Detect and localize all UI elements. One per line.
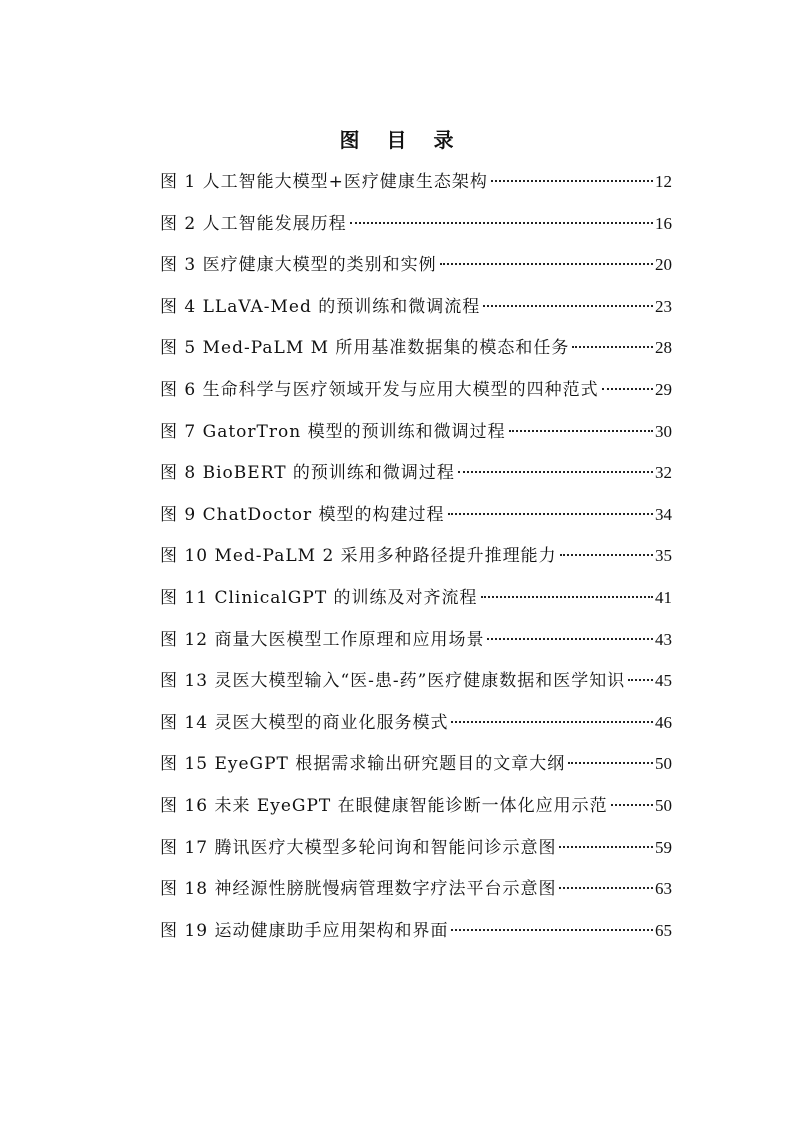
toc-entry-label[interactable]: 图 3 医疗健康大模型的类别和实例 (160, 255, 437, 276)
toc-entry-label[interactable]: 图 5 Med-PaLM M 所用基准数据集的模态和任务 (160, 338, 570, 359)
toc-entry[interactable] (160, 873, 672, 915)
toc-entry-page[interactable]: 16 (655, 213, 672, 233)
toc-entry-label[interactable]: 图 15 EyeGPT 根据需求输出研究题目的文章大纲 (160, 754, 566, 775)
figure-toc-list (160, 166, 672, 956)
toc-entry-label[interactable]: 图 18 神经源性膀胱慢病管理数字疗法平台示意图 (160, 879, 557, 900)
toc-entry[interactable] (160, 374, 672, 416)
dot-leader (559, 887, 653, 889)
toc-entry-label[interactable]: 图 17 腾讯医疗大模型多轮问询和智能问诊示意图 (160, 837, 557, 858)
toc-entry-page[interactable]: 29 (655, 379, 672, 399)
toc-entry[interactable] (160, 665, 672, 707)
toc-entry[interactable] (160, 790, 672, 832)
toc-entry-page[interactable]: 59 (655, 837, 672, 857)
page-title: 图 目 录 (339, 128, 464, 152)
toc-entry[interactable] (160, 499, 672, 541)
dot-leader (602, 388, 653, 390)
toc-entry[interactable] (160, 832, 672, 874)
dot-leader (568, 762, 653, 764)
dot-leader (350, 222, 653, 224)
toc-entry[interactable] (160, 915, 672, 957)
dot-leader (509, 430, 653, 432)
toc-entry-page[interactable]: 65 (655, 920, 672, 940)
toc-entry-page[interactable]: 28 (655, 338, 672, 358)
dot-leader (451, 721, 653, 723)
toc-entry[interactable] (160, 166, 672, 208)
toc-entry[interactable] (160, 208, 672, 250)
dot-leader (611, 804, 653, 806)
dot-leader (559, 846, 653, 848)
dot-leader (448, 513, 653, 515)
dot-leader (481, 596, 653, 598)
toc-entry-page[interactable]: 20 (655, 255, 672, 275)
toc-entry-label[interactable]: 图 2 人工智能发展历程 (160, 213, 347, 234)
dot-leader (451, 929, 653, 931)
toc-entry[interactable] (160, 249, 672, 291)
toc-entry[interactable] (160, 332, 672, 374)
toc-entry[interactable] (160, 748, 672, 790)
toc-entry-page[interactable]: 32 (655, 463, 672, 483)
toc-entry-page[interactable]: 12 (655, 172, 672, 191)
toc-entry[interactable] (160, 624, 672, 666)
toc-entry-label[interactable]: 图 1 人工智能大模型+医疗健康生态架构 (160, 172, 488, 192)
dot-leader (483, 305, 653, 307)
dot-leader (628, 679, 653, 681)
toc-entry[interactable] (160, 457, 672, 499)
toc-entry[interactable] (160, 540, 672, 582)
toc-entry-label[interactable]: 图 19 运动健康助手应用架构和界面 (160, 920, 449, 941)
toc-entry-label[interactable]: 图 13 灵医大模型输入“医-患-药”医疗健康数据和医学知识 (160, 671, 626, 692)
toc-entry[interactable] (160, 416, 672, 458)
dot-leader (487, 638, 653, 640)
toc-entry-label[interactable]: 图 10 Med-PaLM 2 采用多种路径提升推理能力 (160, 546, 557, 567)
toc-entry-page[interactable]: 34 (655, 504, 672, 524)
toc-entry-label[interactable]: 图 16 未来 EyeGPT 在眼健康智能诊断一体化应用示范 (160, 795, 608, 816)
toc-entry-page[interactable]: 41 (655, 587, 672, 607)
toc-entry-page[interactable]: 46 (655, 712, 672, 732)
toc-entry-label[interactable]: 图 11 ClinicalGPT 的训练及对齐流程 (160, 587, 478, 608)
toc-entry-label[interactable]: 图 7 GatorTron 模型的预训练和微调过程 (160, 421, 506, 442)
toc-entry-page[interactable]: 35 (655, 546, 672, 566)
toc-entry-label[interactable]: 图 14 灵医大模型的商业化服务模式 (160, 712, 449, 733)
toc-entry-page[interactable]: 45 (655, 671, 672, 691)
toc-entry-page[interactable]: 50 (655, 754, 672, 774)
dot-leader (560, 554, 653, 556)
toc-entry-label[interactable]: 图 4 LLaVA-Med 的预训练和微调流程 (160, 296, 481, 317)
dot-leader (572, 346, 653, 348)
toc-entry-label[interactable]: 图 8 BioBERT 的预训练和微调过程 (160, 463, 455, 484)
dot-leader (491, 180, 653, 182)
toc-entry-page[interactable]: 30 (655, 421, 672, 441)
toc-entry[interactable] (160, 707, 672, 749)
toc-entry[interactable] (160, 582, 672, 624)
toc-entry-label[interactable]: 图 6 生命科学与医疗领域开发与应用大模型的四种范式 (160, 379, 599, 400)
toc-entry-page[interactable]: 23 (655, 296, 672, 316)
toc-entry-page[interactable]: 50 (655, 795, 672, 815)
dot-leader (440, 263, 653, 265)
dot-leader (458, 471, 653, 473)
toc-entry-page[interactable]: 43 (655, 629, 672, 649)
toc-entry-label[interactable]: 图 12 商量大医模型工作原理和应用场景 (160, 629, 485, 650)
toc-entry[interactable] (160, 291, 672, 333)
toc-entry-label[interactable]: 图 9 ChatDoctor 模型的构建过程 (160, 504, 445, 525)
toc-entry-page[interactable]: 63 (655, 879, 672, 899)
